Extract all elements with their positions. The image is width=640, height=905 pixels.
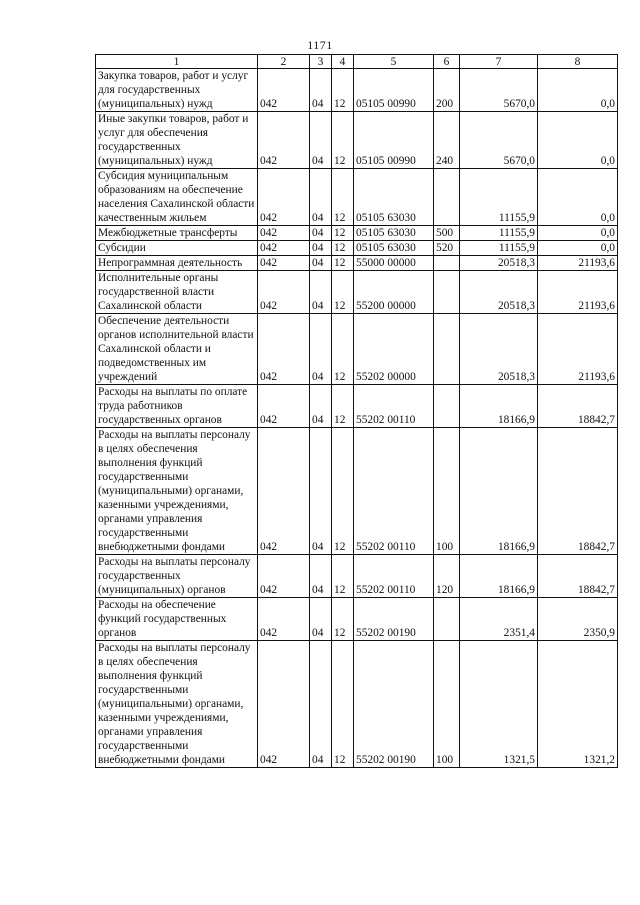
amount-year-1: 5670,0: [460, 112, 538, 169]
table-row: [96, 169, 618, 226]
section-code: 04: [310, 169, 332, 226]
target-code: 55202 00190: [354, 641, 434, 768]
amount-year-1: 1321,5: [460, 641, 538, 768]
section-code: 04: [310, 271, 332, 314]
amount-year-1: 11155,9: [460, 169, 538, 226]
row-name: Иные закупки товаров, работ и услуг для обеспечения государственных (муниципальных) нужд: [96, 112, 258, 169]
row-name: Расходы на выплаты персоналу в целях обеспечения выполнения функций государственными (муниципальными) органами, казенными учреждениями, органами управления государственными внебюджетными фондами: [96, 428, 258, 555]
expense-type-code: [434, 385, 460, 428]
budget-table: [95, 54, 618, 768]
subsection-code: 12: [332, 271, 354, 314]
amount-year-2: 18842,7: [538, 385, 618, 428]
table-row: [96, 428, 618, 555]
section-code: 04: [310, 555, 332, 598]
amount-year-1: 2351,4: [460, 598, 538, 641]
table-row: [96, 641, 618, 768]
table-row: [96, 598, 618, 641]
subsection-code: 12: [332, 385, 354, 428]
amount-year-2: 0,0: [538, 226, 618, 241]
expense-type-code: 240: [434, 112, 460, 169]
ministry-code: 042: [258, 314, 310, 385]
ministry-code: 042: [258, 271, 310, 314]
section-code: 04: [310, 598, 332, 641]
ministry-code: 042: [258, 69, 310, 112]
ministry-code: 042: [258, 428, 310, 555]
row-name: Закупка товаров, работ и услуг для государственных (муниципальных) нужд: [96, 69, 258, 112]
ministry-code: 042: [258, 226, 310, 241]
amount-year-2: 0,0: [538, 169, 618, 226]
expense-type-code: 520: [434, 241, 460, 256]
column-header: 4: [332, 55, 354, 69]
header-row: [96, 55, 618, 69]
expense-type-code: 100: [434, 428, 460, 555]
target-code: 55202 00110: [354, 385, 434, 428]
expense-type-code: [434, 256, 460, 271]
column-header: 2: [258, 55, 310, 69]
amount-year-2: 18842,7: [538, 428, 618, 555]
row-name: Расходы на выплаты по оплате труда работников государственных органов: [96, 385, 258, 428]
amount-year-1: 5670,0: [460, 69, 538, 112]
subsection-code: 12: [332, 226, 354, 241]
amount-year-1: 20518,3: [460, 271, 538, 314]
amount-year-2: 2350,9: [538, 598, 618, 641]
amount-year-1: 11155,9: [460, 241, 538, 256]
subsection-code: 12: [332, 169, 354, 226]
table-row: [96, 226, 618, 241]
table-row: [96, 69, 618, 112]
subsection-code: 12: [332, 241, 354, 256]
row-name: Межбюджетные трансферты: [96, 226, 258, 241]
amount-year-2: 1321,2: [538, 641, 618, 768]
section-code: 04: [310, 428, 332, 555]
target-code: 55000 00000: [354, 256, 434, 271]
ministry-code: 042: [258, 256, 310, 271]
subsection-code: 12: [332, 428, 354, 555]
table-row: [96, 385, 618, 428]
ministry-code: 042: [258, 241, 310, 256]
amount-year-2: 21193,6: [538, 271, 618, 314]
row-name: Расходы на выплаты персоналу в целях обеспечения выполнения функций государственными (муниципальными) органами, казенными учреждениями, органами управления государственными внебюджетными фондами: [96, 641, 258, 768]
amount-year-1: 18166,9: [460, 428, 538, 555]
table-row: [96, 314, 618, 385]
subsection-code: 12: [332, 112, 354, 169]
expense-type-code: [434, 598, 460, 641]
ministry-code: 042: [258, 112, 310, 169]
expense-type-code: [434, 271, 460, 314]
ministry-code: 042: [258, 598, 310, 641]
subsection-code: 12: [332, 641, 354, 768]
expense-type-code: 100: [434, 641, 460, 768]
page-number: 1171: [307, 38, 333, 52]
table-row: [96, 271, 618, 314]
subsection-code: 12: [332, 555, 354, 598]
section-code: 04: [310, 385, 332, 428]
expense-type-code: [434, 314, 460, 385]
table-row: [96, 555, 618, 598]
ministry-code: 042: [258, 641, 310, 768]
target-code: 05105 00990: [354, 69, 434, 112]
amount-year-1: 18166,9: [460, 385, 538, 428]
amount-year-2: 0,0: [538, 112, 618, 169]
section-code: 04: [310, 226, 332, 241]
target-code: 55200 00000: [354, 271, 434, 314]
ministry-code: 042: [258, 555, 310, 598]
row-name: Исполнительные органы государственной власти Сахалинской области: [96, 271, 258, 314]
section-code: 04: [310, 256, 332, 271]
column-header: 3: [310, 55, 332, 69]
expense-type-code: 200: [434, 69, 460, 112]
target-code: 05105 00990: [354, 112, 434, 169]
expense-type-code: 500: [434, 226, 460, 241]
section-code: 04: [310, 241, 332, 256]
amount-year-2: 0,0: [538, 241, 618, 256]
amount-year-2: 21193,6: [538, 256, 618, 271]
row-name: Расходы на выплаты персоналу государственных (муниципальных) органов: [96, 555, 258, 598]
subsection-code: 12: [332, 314, 354, 385]
expense-type-code: [434, 169, 460, 226]
target-code: 05105 63030: [354, 226, 434, 241]
amount-year-2: 0,0: [538, 69, 618, 112]
section-code: 04: [310, 69, 332, 112]
row-name: Субсидии: [96, 241, 258, 256]
amount-year-1: 20518,3: [460, 256, 538, 271]
target-code: 55202 00000: [354, 314, 434, 385]
amount-year-2: 21193,6: [538, 314, 618, 385]
amount-year-1: 11155,9: [460, 226, 538, 241]
column-header: 7: [460, 55, 538, 69]
subsection-code: 12: [332, 598, 354, 641]
column-header: 5: [354, 55, 434, 69]
table-row: [96, 256, 618, 271]
target-code: 55202 00190: [354, 598, 434, 641]
ministry-code: 042: [258, 169, 310, 226]
subsection-code: 12: [332, 69, 354, 112]
expense-type-code: 120: [434, 555, 460, 598]
target-code: 05105 63030: [354, 169, 434, 226]
section-code: 04: [310, 112, 332, 169]
column-header: 1: [96, 55, 258, 69]
table-row: [96, 112, 618, 169]
column-header: 8: [538, 55, 618, 69]
subsection-code: 12: [332, 256, 354, 271]
row-name: Субсидия муниципальным образованиям на обеспечение населения Сахалинской области качественным жильем: [96, 169, 258, 226]
amount-year-1: 18166,9: [460, 555, 538, 598]
amount-year-2: 18842,7: [538, 555, 618, 598]
target-code: 55202 00110: [354, 428, 434, 555]
row-name: Расходы на обеспечение функций государственных органов: [96, 598, 258, 641]
amount-year-1: 20518,3: [460, 314, 538, 385]
section-code: 04: [310, 641, 332, 768]
table-row: [96, 241, 618, 256]
section-code: 04: [310, 314, 332, 385]
ministry-code: 042: [258, 385, 310, 428]
row-name: Непрограммная деятельность: [96, 256, 258, 271]
row-name: Обеспечение деятельности органов исполнительной власти Сахалинской области и подведомственных им учреждений: [96, 314, 258, 385]
column-header: 6: [434, 55, 460, 69]
target-code: 05105 63030: [354, 241, 434, 256]
target-code: 55202 00110: [354, 555, 434, 598]
